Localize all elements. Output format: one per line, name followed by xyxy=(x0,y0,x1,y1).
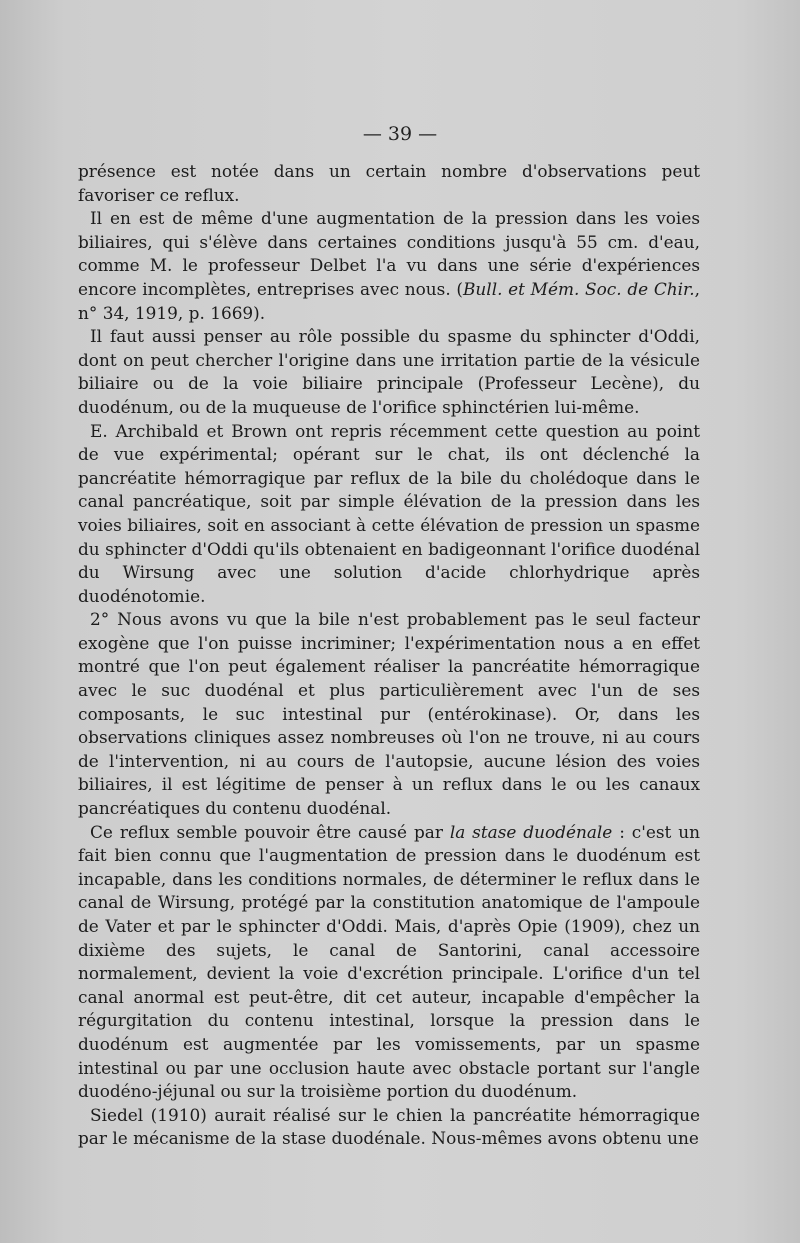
paragraph-3: Il faut aussi penser au rôle possible du spasme du sphincter d'Oddi, dont on peut chercher l'origine dans une irritation partie de la vésicule biliaire ou de la voie biliaire principale (Professeur Lecène), du duodénum, ou de la muqueuse de l'orifice sphinctérien lui-même. xyxy=(78,326,700,417)
paragraph-5: 2° Nous avons vu que la bile n'est probablement pas le seul facteur exogène que l'on puisse incriminer; l'expérimentation nous a en effet montré que l'on peut également réaliser la pancréatite hémorragique avec le suc duodénal et plus particulièrement avec l'un de ses composants, le suc intestinal pur (entérokinase). Or, dans les observations cliniques assez nombreuses où l'on ne trouve, ni au cours de l'intervention, ni au cours de l'autopsie, aucune lésion des voies biliaires, il est légitime de penser à un reflux dans le ou les canaux pancréatiques du contenu duodénal. xyxy=(78,609,700,819)
paragraph-4: E. Archibald et Brown ont repris récemment cette question au point de vue expérimental; opérant sur le chat, ils ont déclenché la pancréatite hémorragique par reflux de la bile du cholédoque dans le canal pancréatique, soit par simple élévation de la pression dans les voies biliaires, soit en associant à cette élévation de pression un spasme du sphincter d'Oddi qu'ils obtenaient en badigeonnant l'orifice duodénal du Wirsung avec une solution d'acide chlorhydrique après duodénotomie. xyxy=(78,420,700,606)
paragraph-2-citation: Bull. et Mém. Soc. de Chir. xyxy=(463,278,695,299)
paragraph-6-emphasis: la stase duodénale xyxy=(449,821,613,842)
paragraph-6-text: Ce reflux semble pouvoir être causé par xyxy=(90,821,450,842)
page-number: — 39 — xyxy=(362,123,438,145)
paragraph-6-text-end: : c'est un fait bien connu que l'augmentation de pression dans le duodénum est incapable, dans les conditions normales, de déterminer le reflux dans le canal de Wirsung, protégé par la constitution anatomique de l'ampoule de Vater et par le sphincter d'Oddi. Mais, d'après Opie (1909), chez un dixième des sujets, le canal de Santorini, canal accessoire normalement, devient la voie d'excrétion principale. L'orifice d'un tel canal anormal est peut-être, dit cet auteur, incapable d'empêcher la régurgitation du contenu intestinal, lorsque la pression dans le duodénum est augmentée par les vomissements, par un spasme intestinal ou par une occlusion haute avec obstacle portant sur l'angle duodéno-jéjunal ou sur la troisième portion du duodénum. xyxy=(78,821,701,1102)
paragraph-2-text: Il en est de même d'une augmentation de la pression dans les voies biliaires, qui s'élève dans certaines conditions jusqu'à 55 cm. d'eau, comme M. le professeur Delbet l'a vu dans une série d'expériences encore incomplètes, entreprises avec nous. ( xyxy=(78,208,700,299)
paragraph-7: Siedel (1910) aurait réalisé sur le chien la pancréatite hémorragique par le mécanisme de la stase duodénale. Nous-mêmes avons obtenu une xyxy=(78,1104,700,1149)
paragraph-2-text-end: , n° 34, 1919, p. 1669). xyxy=(78,278,700,323)
paragraph-6 xyxy=(78,821,700,1104)
body-text xyxy=(78,160,700,1151)
paragraph-2 xyxy=(78,207,700,325)
paragraph-1: présence est notée dans un certain nombre d'observations peut favoriser ce reflux. xyxy=(78,161,700,205)
